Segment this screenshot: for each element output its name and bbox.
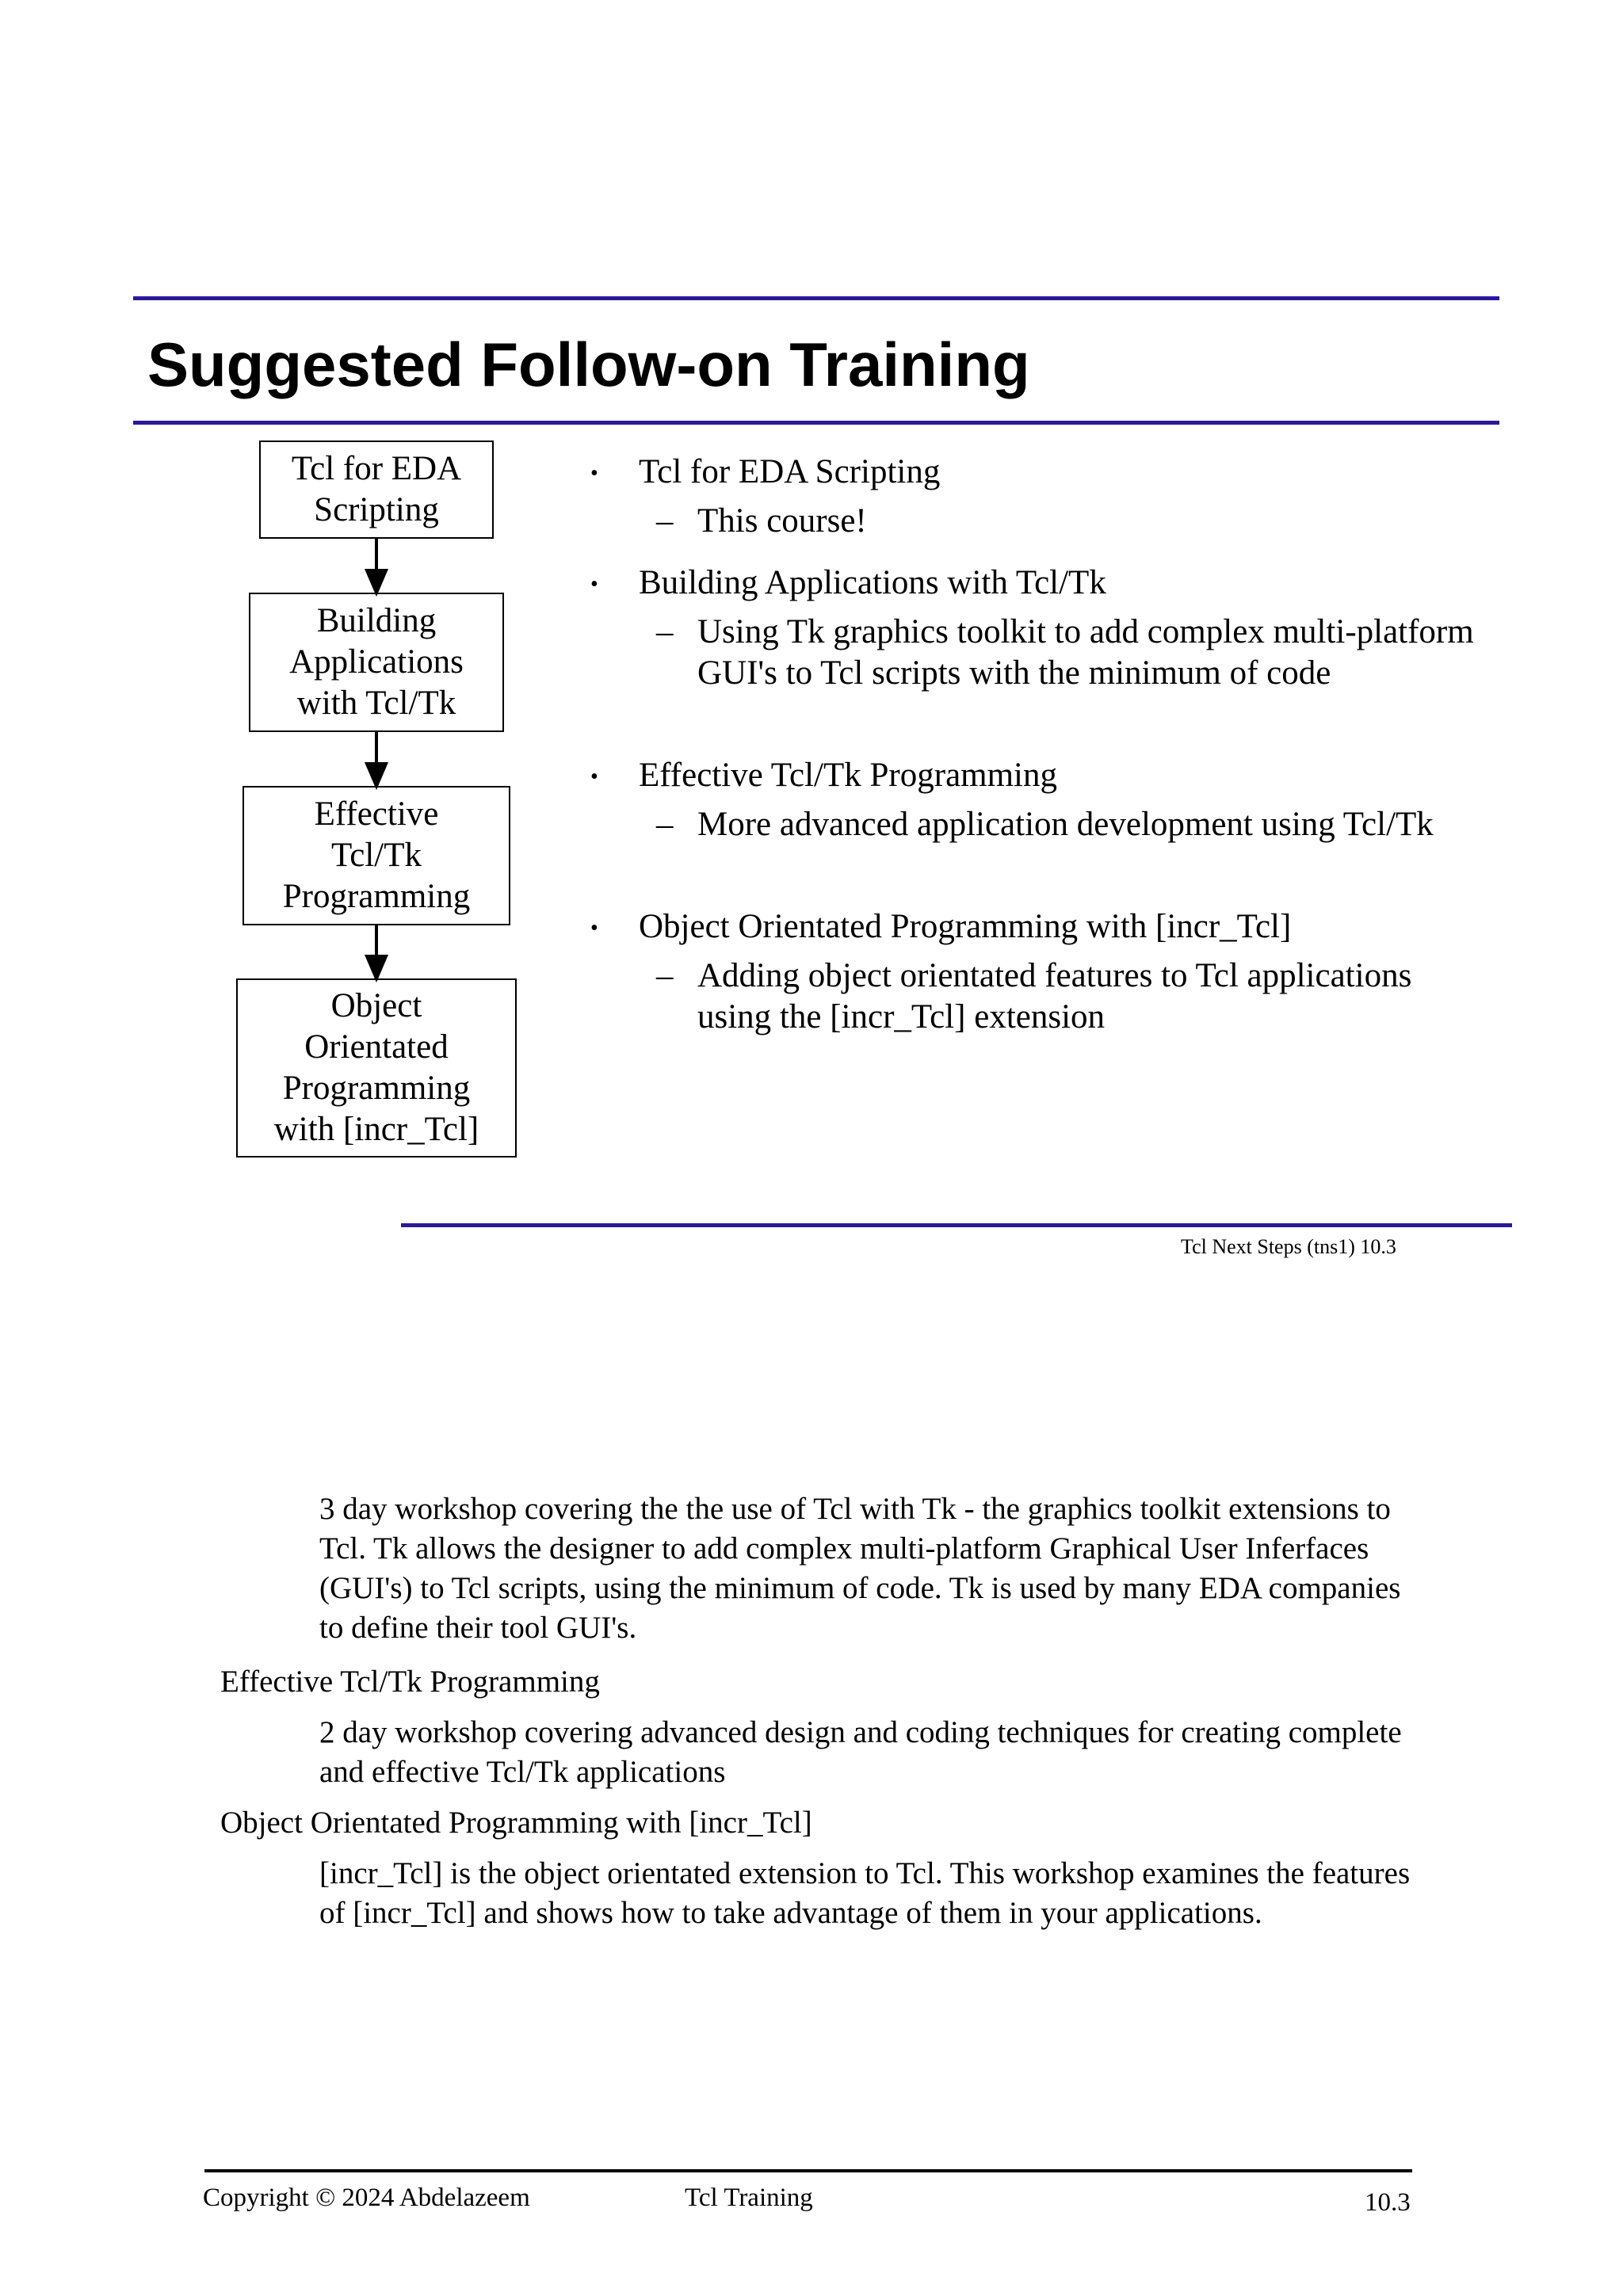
sub-bullet-marker: –: [656, 613, 674, 650]
copyright-text: Copyright © 2024 Abdelazeem: [203, 2183, 530, 2212]
bullet-marker: •: [590, 916, 598, 940]
bullet-item-eda-scripting: Tcl for EDA Scripting: [639, 453, 941, 490]
slide-footer-rule: [401, 1223, 1512, 1227]
bullet-marker: •: [590, 572, 598, 597]
flow-box-eda-scripting: Tcl for EDA Scripting: [259, 441, 494, 539]
flow-box-building-applications: Building Applications with Tcl/Tk: [249, 593, 504, 732]
sub-bullet-object-orientated: Adding object orientated features to Tcl applications using the [incr_Tcl] extension: [697, 957, 1412, 1035]
notes-paragraph-building-applications: 3 day workshop covering the the use of Tcl with Tk - the graphics toolkit extensions to Tcl. Tk allows the designer to add complex multi-platform Graphical User Inferfaces (GUI's) to Tcl scripts, using the minimum of code. Tk is used by many EDA companies to define their tool GUI's.: [319, 1492, 1401, 1645]
flow-box-effective-programming: Effective Tcl/Tk Programming: [242, 786, 510, 925]
course-name: Tcl Training: [685, 2183, 813, 2212]
bullet-list: [0, 0, 1623, 1109]
bullet-marker: •: [590, 461, 598, 486]
sub-bullet-effective-programming: More advanced application development using Tcl/Tk: [697, 806, 1434, 843]
sub-bullet-marker: –: [656, 806, 674, 843]
notes-paragraph-object-orientated: [incr_Tcl] is the object orientated extension to Tcl. This workshop examines the features of [incr_Tcl] and shows how to take advantage of them in your applications.: [319, 1856, 1411, 1930]
bullet-item-building-applications: Building Applications with Tcl/Tk: [639, 564, 1106, 601]
notes-heading-effective-programming: Effective Tcl/Tk Programming: [220, 1665, 600, 1699]
sub-bullet-marker: –: [656, 502, 674, 540]
page-number: 10.3: [1365, 2188, 1411, 2217]
sub-bullet-marker: –: [656, 957, 674, 994]
slide-footer: Tcl Next Steps (tns1) 10.3: [1181, 1235, 1396, 1258]
sub-bullet-building-applications: Using Tk graphics toolkit to add complex multi-platform GUI's to Tcl scripts with the minimum of code: [697, 613, 1474, 692]
slide-title: Suggested Follow-on Training: [147, 330, 1030, 399]
bullet-marker: •: [590, 765, 598, 789]
notes-heading-object-orientated: Object Orientated Programming with [incr_Tcl]: [220, 1806, 812, 1840]
bullet-item-effective-programming: Effective Tcl/Tk Programming: [639, 757, 1057, 794]
page-footer-rule: [204, 2169, 1412, 2172]
bullet-item-object-orientated: Object Orientated Programming with [incr_Tcl]: [639, 908, 1292, 945]
sub-bullet-eda-scripting: This course!: [697, 502, 867, 540]
notes-paragraph-effective-programming: 2 day workshop covering advanced design and coding techniques for creating complete and effective Tcl/Tk applications: [319, 1715, 1402, 1789]
flow-box-object-orientated: Object Orientated Programming with [incr_Tcl]: [236, 978, 517, 1158]
